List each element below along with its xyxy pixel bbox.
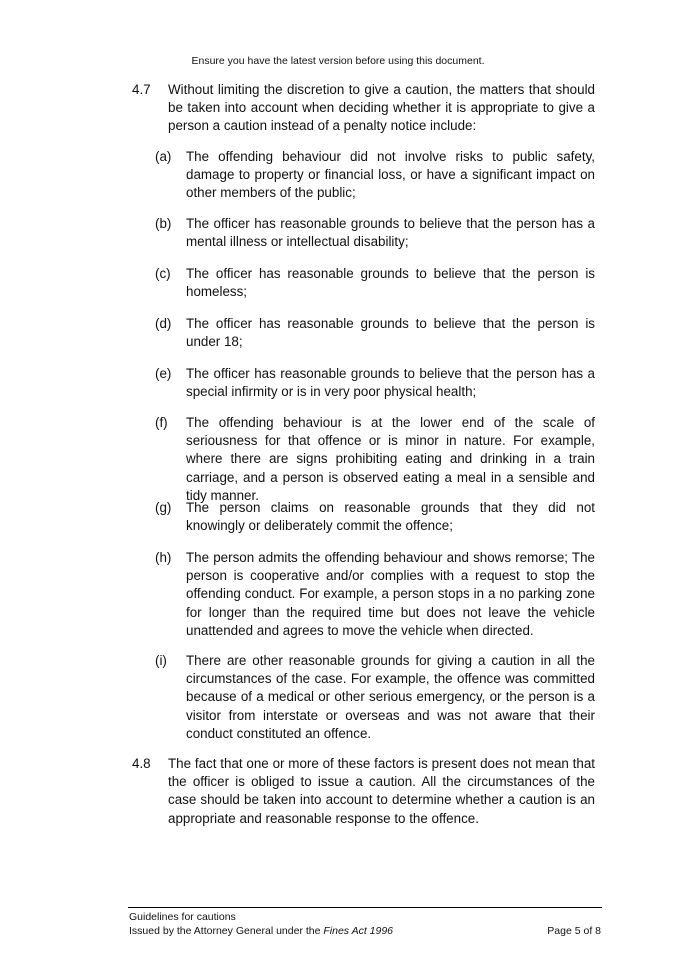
list-item-c <box>155 265 595 301</box>
clause-number: 4.7 <box>132 82 151 97</box>
clause-4-8 <box>132 755 595 828</box>
list-item-a <box>155 148 595 203</box>
item-text: The person claims on reasonable grounds that they did not knowingly or deliberately commit the offence; <box>186 500 595 534</box>
list-item-g <box>155 499 595 535</box>
item-text: The officer has reasonable grounds to believe that the person has a special infirmity or is in very poor physical health; <box>186 366 595 400</box>
footer-act-name: Fines Act 1996 <box>323 925 394 937</box>
version-notice: Ensure you have the latest version before using this document. <box>191 55 485 67</box>
list-item-h <box>155 549 595 640</box>
item-letter: (d) <box>155 316 172 331</box>
item-letter: (i) <box>155 653 167 668</box>
clause-text: Without limiting the discretion to give a caution, the matters that should be taken into account when deciding whether it is appropriate to give a person a caution instead of a penalty notice include: <box>168 82 595 134</box>
clause-number: 4.8 <box>132 756 151 771</box>
footer-issued-line <box>129 925 601 937</box>
list-item-b <box>155 215 595 251</box>
item-letter: (e) <box>155 366 172 381</box>
item-text: The officer has reasonable grounds to believe that the person has a mental illness or intellectual disability; <box>186 216 595 250</box>
list-item-d <box>155 315 595 351</box>
footer-divider <box>128 907 602 908</box>
item-letter: (c) <box>155 266 171 281</box>
item-letter: (a) <box>155 149 172 164</box>
list-item-e <box>155 365 595 401</box>
item-letter: (g) <box>155 500 172 515</box>
footer-title: Guidelines for cautions <box>129 911 236 923</box>
item-letter: (h) <box>155 550 172 565</box>
clause-4-7 <box>132 81 595 136</box>
clause-text: The fact that one or more of these factors is present does not mean that the officer is obliged to issue a caution. All the circumstances of the case should be taken into account to determine whether a caution is an appropriate and reasonable response to the offence. <box>168 756 595 826</box>
item-text: The offending behaviour is at the lower end of the scale of seriousness for that offence or is minor in nature. For example, where there are signs prohibiting eating and drinking in a train carriage, and a person is observed eating a meal in a sensible and tidy manner. <box>186 415 595 503</box>
list-item-i <box>155 652 595 743</box>
item-letter: (b) <box>155 216 172 231</box>
item-text: The officer has reasonable grounds to believe that the person is under 18; <box>186 316 595 350</box>
item-text: The offending behaviour did not involve risks to public safety, damage to property or financial loss, or have a significant impact on other members of the public; <box>186 149 595 201</box>
list-item-f <box>155 414 595 505</box>
footer-issued-text: Issued by the Attorney General under the <box>129 925 324 937</box>
page-number: Page 5 of 8 <box>547 925 601 937</box>
item-text: The person admits the offending behaviour and shows remorse; The person is cooperative and/or complies with a request to stop the offending conduct. For example, a person stops in a no parking zone for longer than the required time but does not leave the vehicle unattended and agrees to move the vehicle when directed. <box>186 550 595 638</box>
item-text: The officer has reasonable grounds to believe that the person is homeless; <box>186 266 595 300</box>
item-letter: (f) <box>155 415 168 430</box>
item-text: There are other reasonable grounds for giving a caution in all the circumstances of the case. For example, the offence was committed because of a medical or other serious emergency, or the person is a visitor from interstate or overseas and was not aware that their conduct constituted an offence. <box>186 653 595 741</box>
